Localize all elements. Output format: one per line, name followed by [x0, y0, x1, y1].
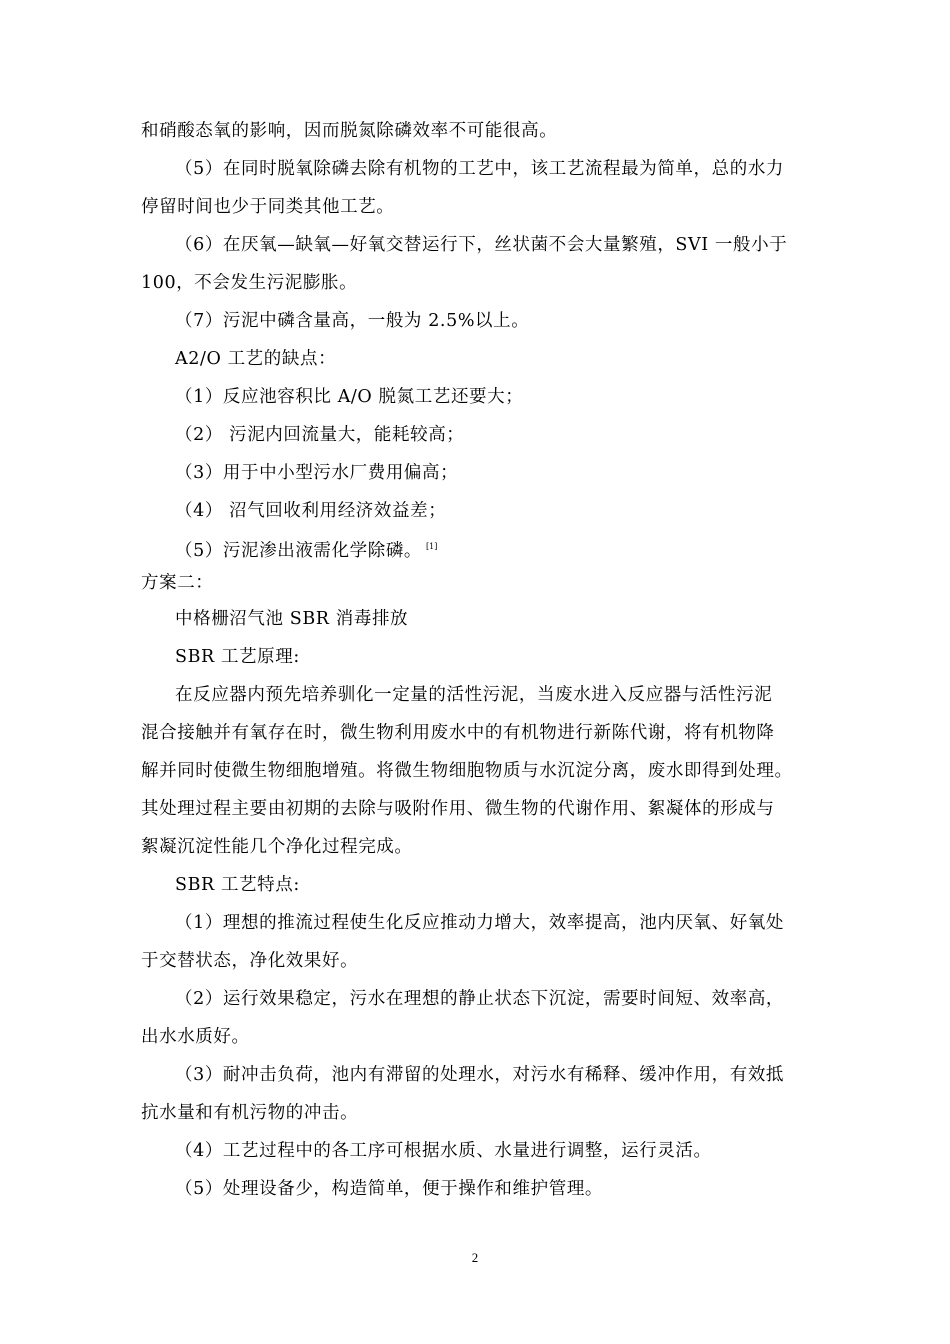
section-heading: SBR 工艺特点:	[175, 875, 300, 895]
text-line: 于交替状态，净化效果好。	[141, 951, 359, 971]
section-heading: 方案二：	[141, 573, 214, 593]
list-item: （5）处理设备少，构造简单，便于操作和维护管理。	[175, 1179, 604, 1199]
list-item: （1）理想的推流过程使生化反应推动力增大，效率提高，池内厌氧、好氧处	[175, 913, 785, 933]
text-line: 在反应器内预先培养驯化一定量的活性污泥，当废水进入反应器与活性污泥	[175, 685, 773, 705]
process-flow: 中格栅沼气池 SBR 消毒排放	[175, 609, 409, 629]
list-item: （4）工艺过程中的各工序可根据水质、水量进行调整，运行灵活。	[175, 1141, 712, 1161]
text-line: 和硝酸态氧的影响，因而脱氮除磷效率不可能很高。	[141, 121, 558, 141]
text-line: 100，不会发生污泥膨胀。	[141, 273, 358, 293]
list-item: （2）运行效果稳定，污水在理想的静止状态下沉淀，需要时间短、效率高，	[175, 989, 785, 1009]
text-line: 解并同时使微生物细胞增殖。将微生物细胞物质与水沉淀分离，废水即得到处理。	[141, 761, 793, 781]
page-number: 2	[471, 1250, 479, 1265]
text-line: 抗水量和有机污物的冲击。	[141, 1103, 359, 1123]
text-line: 出水水质好。	[141, 1027, 250, 1047]
list-item: （3）用于中小型污水厂费用偏高；	[175, 463, 459, 483]
section-heading: A2/O 工艺的缺点：	[175, 349, 337, 369]
text-line: （6）在厌氧—缺氧—好氧交替运行下，丝状菌不会大量繁殖，SVI 一般小于	[175, 235, 788, 255]
list-item: （4） 沼气回收利用经济效益差；	[175, 501, 447, 521]
list-item-text: （5）污泥渗出液需化学除磷。	[175, 541, 423, 561]
section-heading: SBR 工艺原理:	[175, 647, 300, 667]
text-line: 其处理过程主要由初期的去除与吸附作用、微生物的代谢作用、絮凝体的形成与	[141, 799, 775, 819]
list-item	[175, 535, 845, 563]
text-line: 絮凝沉淀性能几个净化过程完成。	[141, 837, 413, 857]
text-line: （7）污泥中磷含量高，一般为 2.5%以上。	[175, 311, 530, 331]
text-line: 混合接触并有氧存在时，微生物利用废水中的有机物进行新陈代谢，将有机物降	[141, 723, 775, 743]
list-item: （2） 污泥内回流量大，能耗较高；	[175, 425, 465, 445]
text-line: 停留时间也少于同类其他工艺。	[141, 197, 395, 217]
list-item: （3）耐冲击负荷，池内有滞留的处理水，对污水有稀释、缓冲作用，有效抵	[175, 1065, 785, 1085]
citation-ref: [1]	[426, 542, 438, 551]
text-line: （5）在同时脱氧除磷去除有机物的工艺中，该工艺流程最为简单，总的水力	[175, 159, 785, 179]
list-item: （1）反应池容积比 A/O 脱氮工艺还要大；	[175, 387, 524, 407]
